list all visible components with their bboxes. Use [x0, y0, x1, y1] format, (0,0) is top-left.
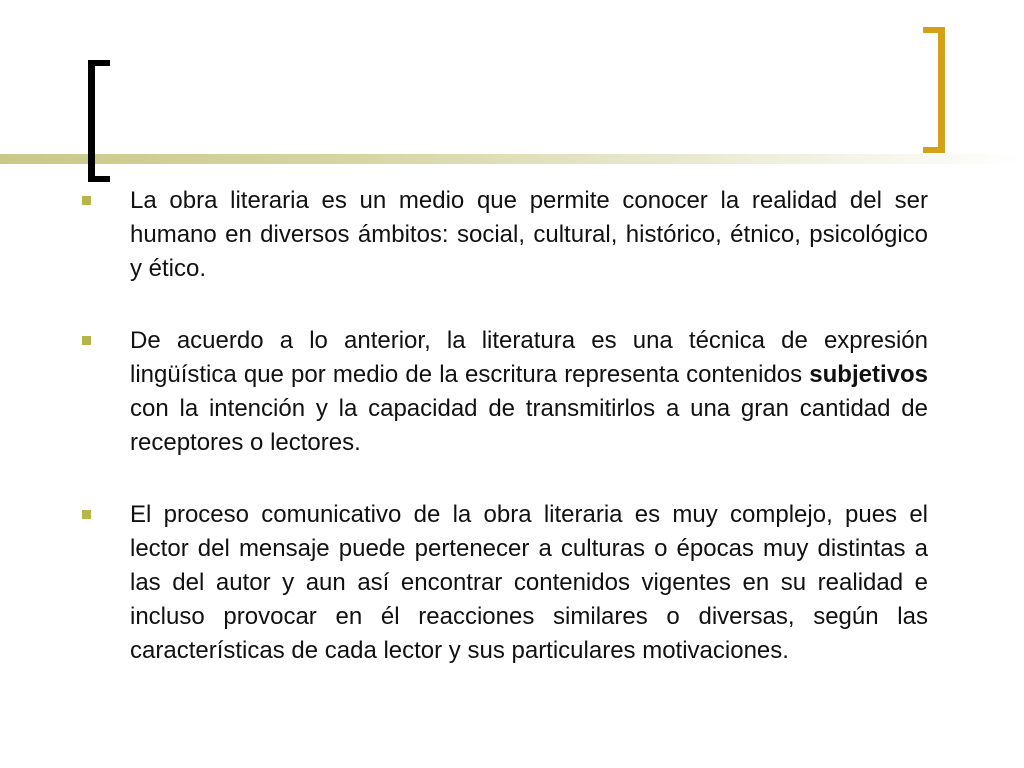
left-bracket-decoration — [88, 60, 110, 182]
square-bullet-icon — [82, 336, 91, 345]
list-item — [82, 324, 928, 460]
header-divider — [0, 154, 1024, 164]
bullet-text — [130, 324, 928, 460]
bullet-text: La obra literaria es un medio que permite conocer la realidad del ser humano en diversos ámbitos: social, cultural, histórico, étnico, psicológico y ético. — [130, 187, 928, 282]
right-bracket-decoration — [923, 27, 945, 153]
list-item — [82, 184, 928, 286]
bold-keyword: subjetivos — [809, 361, 928, 388]
bullet-list — [82, 184, 928, 706]
square-bullet-icon — [82, 196, 91, 205]
bullet-text-part: con la intención y la capacidad de transmitirlos a una gran cantidad de receptores o lectores. — [130, 395, 928, 456]
list-item — [82, 498, 928, 668]
square-bullet-icon — [82, 510, 91, 519]
bullet-text-part: De acuerdo a lo anterior, la literatura es una técnica de expresión lingüística que por medio de la escritura representa contenidos — [130, 327, 928, 388]
bullet-text: El proceso comunicativo de la obra literaria es muy complejo, pues el lector del mensaje puede pertenecer a culturas o épocas muy distintas a las del autor y aun así encontrar contenidos vigentes en su realidad e incluso provocar en él reacciones similares o diversas, según las características de cada lector y sus particulares motivaciones. — [130, 501, 928, 664]
